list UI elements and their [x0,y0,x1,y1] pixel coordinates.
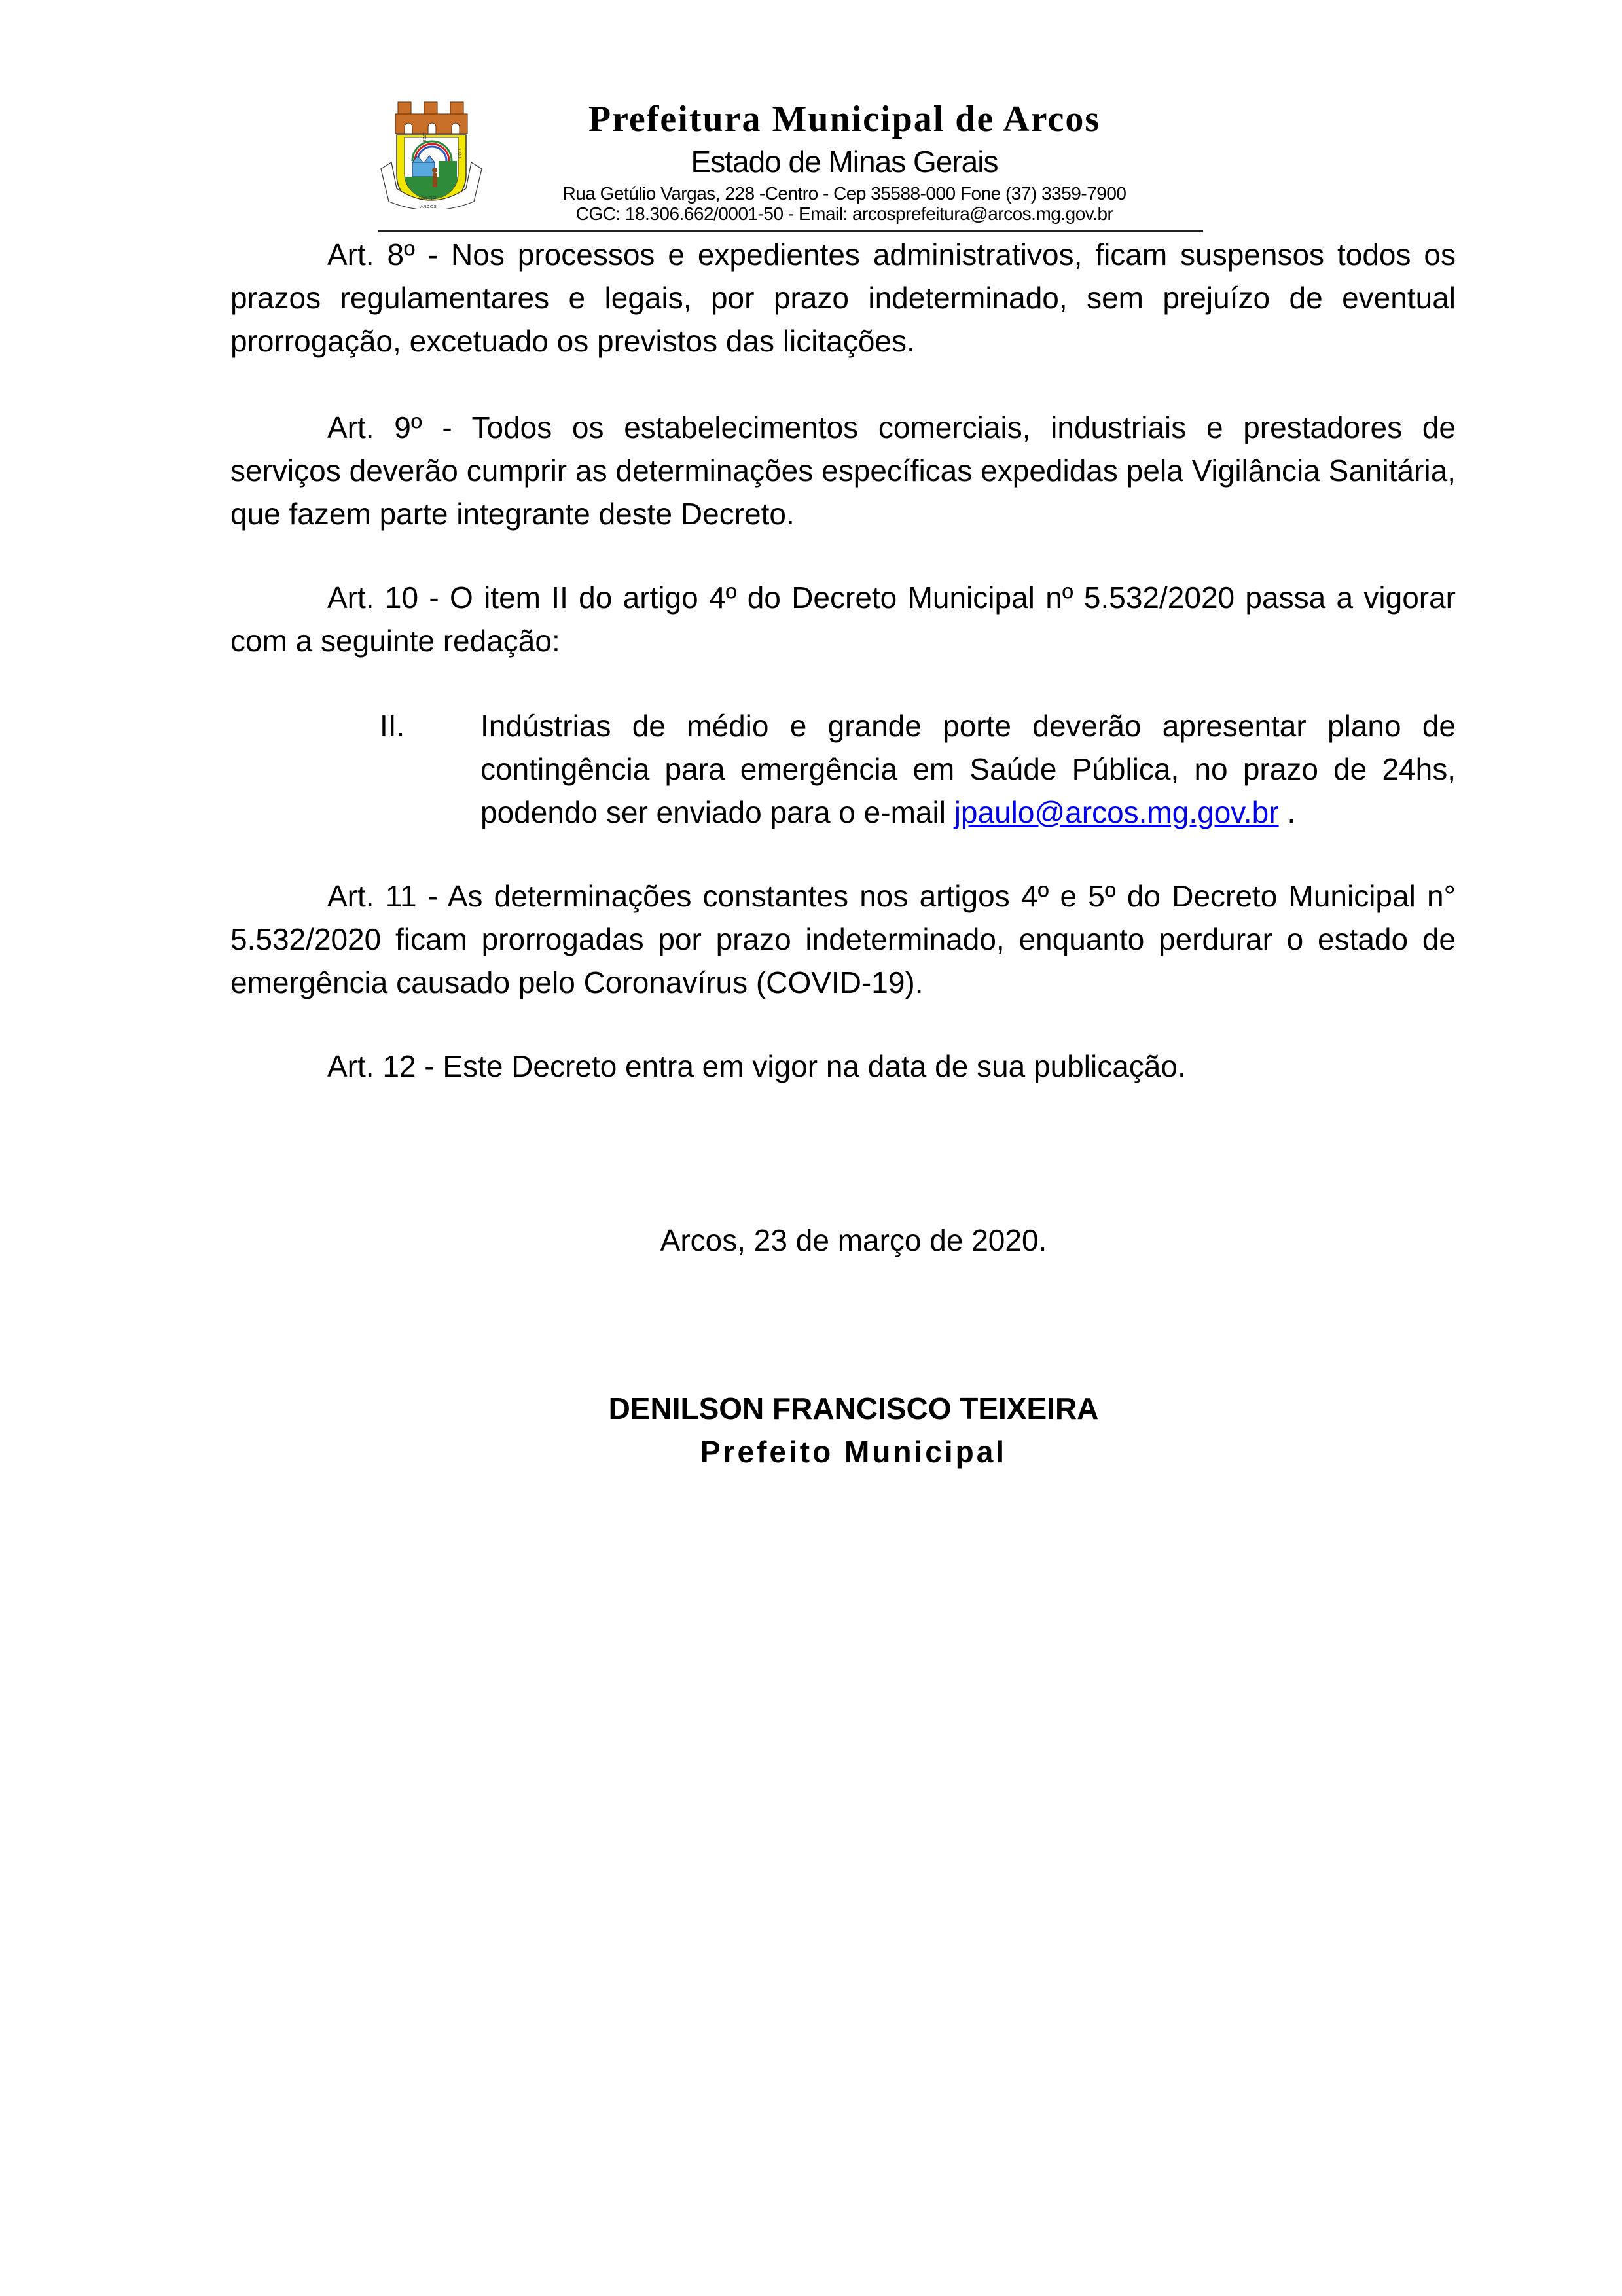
header-state: Estado de Minas Gerais [691,145,998,179]
header-address: Rua Getúlio Vargas, 228 -Centro - Cep 35588-000 Fone (37) 3359-7900 [562,183,1126,204]
svg-text:1729: 1729 [422,132,426,143]
article-9 [230,406,1456,535]
item-ii-text-body: Indústrias de médio e grande porte deverão apresentar plano de contingência para emergência em Saúde Pública, no prazo de 24hs, podendo ser enviado para o e-mail [480,709,1456,829]
svg-text:1938: 1938 [457,148,461,158]
article-11-text: Art. 11 - As determinações constantes nos artigos 4º e 5º do Decreto Municipal n° 5.532/2020 ficam prorrogadas por prazo indeterminado, enquanto perdurar o estado de emergência causado pelo Coronavírus (COVID-19). [230,879,1456,999]
header-divider [378,230,1203,232]
email-link[interactable]: jpaulo@arcos.mg.gov.br [954,795,1279,829]
svg-text:VALOR: VALOR [419,196,437,202]
signatory-role: Prefeito Municipal [700,1435,1007,1469]
article-8 [230,233,1456,363]
article-12-text: Art. 12 - Este Decreto entra em vigor na data de sua publicação. [327,1049,1186,1083]
svg-text:ARCOS: ARCOS [420,205,437,209]
article-10-text: Art. 10 - O item II do artigo 4º do Decreto Municipal nº 5.532/2020 passa a vigorar com a seguinte redação: [230,581,1456,658]
article-8-text: Art. 8º - Nos processos e expedientes administrativos, ficam suspensos todos os prazos regulamentares e legais, por prazo indeterminado, sem prejuízo de eventual prorrogação, excetuado os previstos das licitações. [230,238,1456,358]
article-12 [230,1045,1456,1088]
article-10 [230,576,1456,662]
closing-date: Arcos, 23 de março de 2020. [660,1223,1047,1257]
item-ii-text-end: . [1278,795,1296,829]
item-ii-text [480,704,1456,834]
header-title: Prefeitura Municipal de Arcos [588,99,1101,139]
article-11 [230,874,1456,1004]
article-9-text: Art. 9º - Todos os estabelecimentos comerciais, industriais e prestadores de serviços deverão cumprir as determinações específicas expedidas pela Vigilância Sanitária, que fazem parte integrante deste Decreto. [230,410,1456,531]
signatory-name: DENILSON FRANCISCO TEIXEIRA [608,1391,1099,1426]
header-cgc-email: CGC: 18.306.662/0001-50 - Email: arcosprefeitura@arcos.mg.gov.br [575,204,1113,224]
item-ii-number: II. [380,709,405,743]
